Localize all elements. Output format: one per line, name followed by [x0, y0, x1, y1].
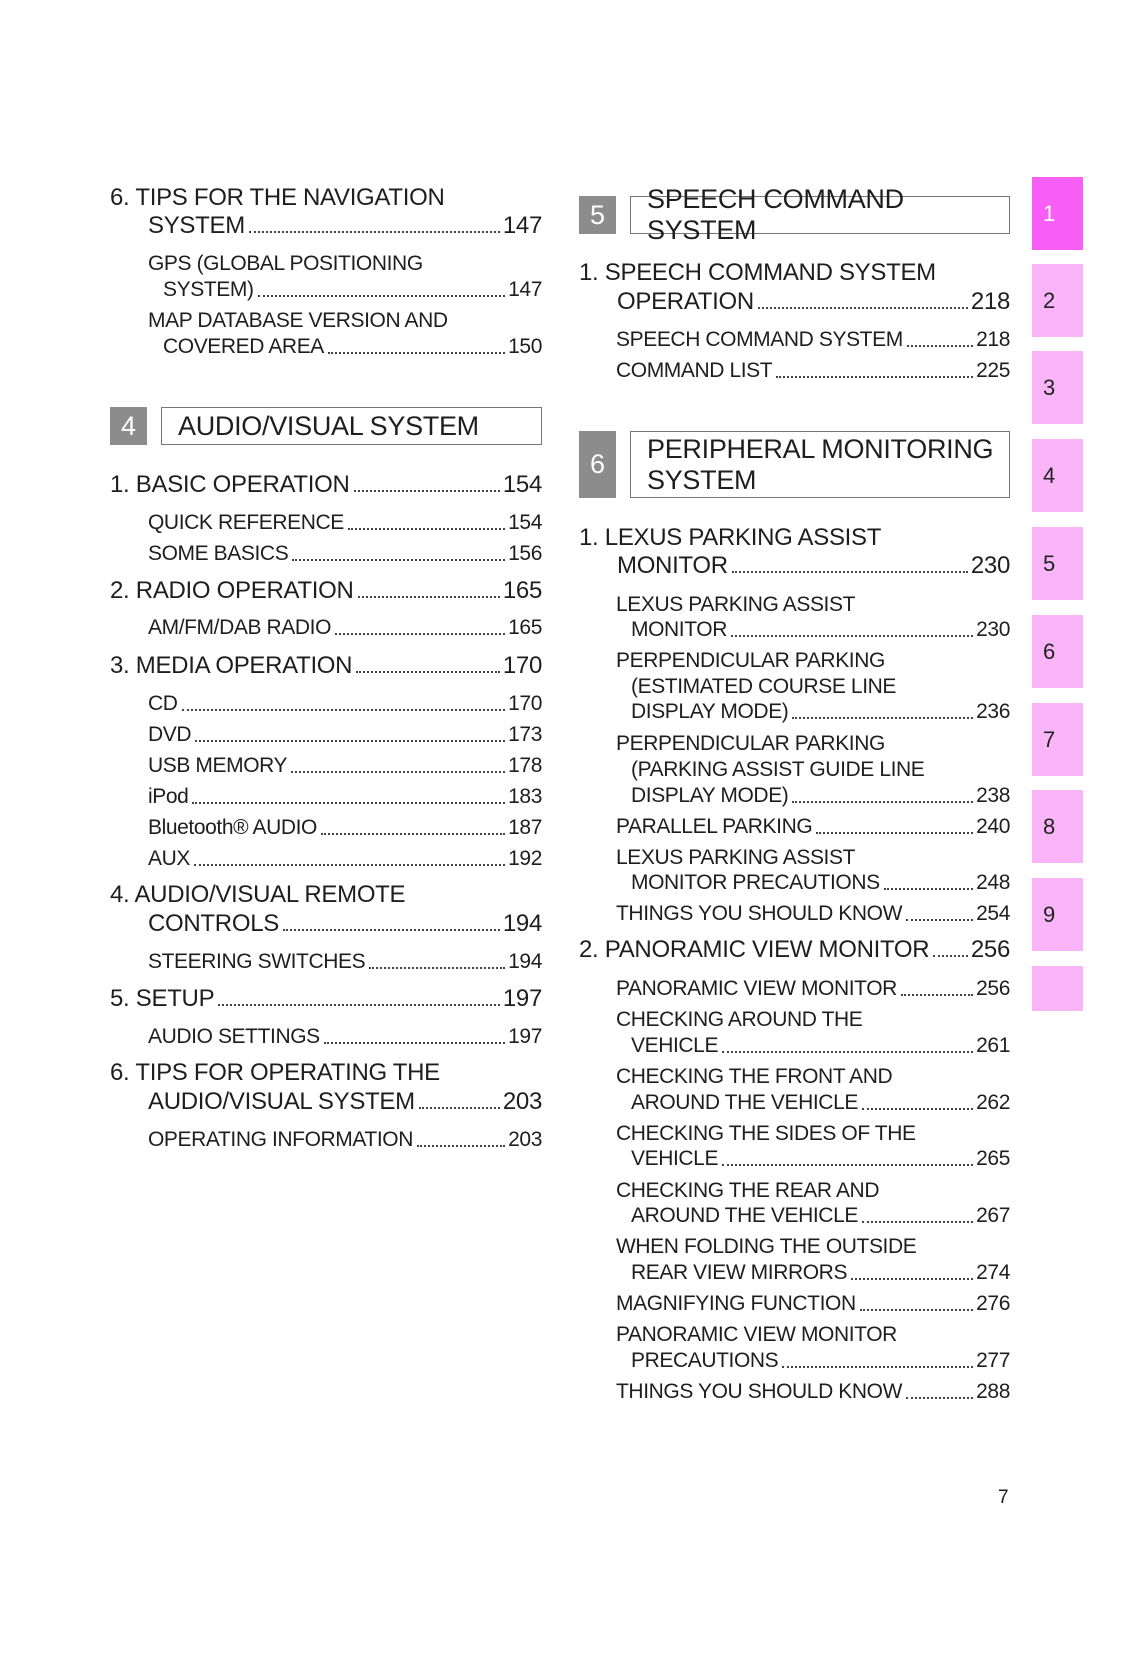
chapter-tab[interactable]: [1032, 966, 1083, 1011]
dot-leader: [722, 1051, 973, 1053]
entry-title: MONITOR: [631, 618, 727, 641]
entry-title: AUX: [148, 847, 190, 870]
dot-leader: [195, 740, 505, 742]
dot-leader: [356, 671, 500, 673]
page-reference[interactable]: 218: [970, 288, 1010, 315]
entry-title: DISPLAY MODE): [631, 700, 789, 723]
dot-leader: [792, 717, 973, 719]
chapter-tab[interactable]: 6: [1032, 615, 1083, 688]
page-reference[interactable]: 274: [976, 1261, 1010, 1284]
entry-title: Bluetooth® AUDIO: [148, 816, 317, 839]
chapter-tab[interactable]: 5: [1032, 527, 1083, 600]
entry-title: MAGNIFYING FUNCTION: [616, 1292, 856, 1315]
page-number: 7: [998, 1487, 1009, 1508]
page-reference[interactable]: 197: [508, 1025, 542, 1048]
entry-title: CHECKING THE FRONT AND: [616, 1065, 893, 1088]
page-reference[interactable]: 178: [508, 754, 542, 777]
dot-leader: [328, 352, 505, 354]
page-reference[interactable]: 165: [508, 616, 542, 639]
entry-title: CONTROLS: [148, 910, 279, 937]
entry-title: 1. BASIC OPERATION: [110, 471, 350, 498]
entry-title: REAR VIEW MIRRORS: [631, 1261, 848, 1284]
page-reference[interactable]: 256: [976, 977, 1010, 1000]
page-reference[interactable]: 265: [976, 1147, 1010, 1170]
entry-title: PARALLEL PARKING: [616, 815, 813, 838]
dot-leader: [292, 559, 505, 561]
dot-leader: [258, 295, 506, 297]
entry-title: CHECKING THE REAR AND: [616, 1179, 880, 1202]
entry-title: SYSTEM: [148, 212, 245, 239]
entry-title: 2. PANORAMIC VIEW MONITOR: [579, 936, 930, 963]
page-reference[interactable]: 277: [976, 1349, 1010, 1372]
entry-title: VEHICLE: [631, 1147, 719, 1170]
dot-leader: [782, 1366, 973, 1368]
page-reference[interactable]: 276: [976, 1292, 1010, 1315]
page-reference[interactable]: 147: [502, 212, 542, 239]
page-reference[interactable]: 197: [502, 985, 542, 1012]
chapter-tab[interactable]: 1: [1032, 177, 1083, 250]
section-header: [579, 431, 1010, 498]
dot-leader: [182, 709, 506, 711]
dot-leader: [321, 833, 505, 835]
entry-title: AROUND THE VEHICLE: [631, 1091, 858, 1114]
entry-title: AROUND THE VEHICLE: [631, 1204, 858, 1227]
entry-title: GPS (GLOBAL POSITIONING: [148, 252, 423, 275]
entry-title: AUDIO/VISUAL SYSTEM: [148, 1088, 415, 1115]
dot-leader: [419, 1107, 500, 1109]
dot-leader: [860, 1309, 973, 1311]
dot-leader: [369, 967, 505, 969]
entry-title: CD: [148, 692, 178, 715]
chapter-tab[interactable]: 3: [1032, 351, 1083, 424]
dot-leader: [906, 919, 973, 921]
page-reference[interactable]: 203: [508, 1128, 542, 1151]
dot-leader: [731, 635, 973, 637]
entry-title: 6. TIPS FOR OPERATING THE: [110, 1059, 440, 1086]
entry-title: MONITOR PRECAUTIONS: [631, 871, 880, 894]
dot-leader: [907, 345, 973, 347]
page-reference[interactable]: 194: [502, 910, 542, 937]
page-reference[interactable]: 192: [508, 847, 542, 870]
page-reference[interactable]: 170: [502, 652, 542, 679]
entry-title: 3. MEDIA OPERATION: [110, 652, 353, 679]
entry-title: OPERATION: [617, 288, 754, 315]
dot-leader: [906, 1397, 973, 1399]
entry-title: 4. AUDIO/VISUAL REMOTE: [110, 881, 406, 908]
entry-title: OPERATING INFORMATION: [148, 1128, 413, 1151]
entry-title: PERPENDICULAR PARKING: [616, 649, 885, 672]
entry-title: (ESTIMATED COURSE LINE: [631, 675, 897, 698]
page-reference[interactable]: 236: [976, 700, 1010, 723]
dot-leader: [324, 1042, 505, 1044]
entry-title: AM/FM/DAB RADIO: [148, 616, 332, 639]
entry-title: iPod: [148, 785, 189, 808]
dot-leader: [283, 929, 500, 931]
entry-title: CHECKING AROUND THE: [616, 1008, 863, 1031]
section-title-line: PERIPHERAL MONITORING: [647, 433, 994, 464]
page-reference[interactable]: 261: [976, 1034, 1010, 1057]
section-title: [161, 407, 542, 445]
page-reference[interactable]: 230: [976, 618, 1010, 641]
entry-title: DISPLAY MODE): [631, 784, 789, 807]
section-number: 5: [579, 196, 616, 234]
page-reference[interactable]: 254: [976, 902, 1010, 925]
entry-title: SOME BASICS: [148, 542, 289, 565]
section-title-line: AUDIO/VISUAL SYSTEM: [178, 410, 479, 441]
dot-leader: [348, 528, 505, 530]
page-reference[interactable]: 194: [508, 950, 542, 973]
section-title: [630, 431, 1010, 498]
chapter-tab[interactable]: 9: [1032, 878, 1083, 951]
entry-title: VEHICLE: [631, 1034, 719, 1057]
page-reference[interactable]: 154: [502, 471, 542, 498]
dot-leader: [218, 1004, 500, 1006]
entry-title: CHECKING THE SIDES OF THE: [616, 1122, 916, 1145]
dot-leader: [249, 231, 500, 233]
page-reference[interactable]: 240: [976, 815, 1010, 838]
dot-leader: [776, 376, 973, 378]
entry-title: PERPENDICULAR PARKING: [616, 732, 885, 755]
page-reference[interactable]: 230: [970, 552, 1010, 579]
entry-title: AUDIO SETTINGS: [148, 1025, 320, 1048]
entry-title: 5. SETUP: [110, 985, 215, 1012]
entry-title: THINGS YOU SHOULD KNOW: [616, 902, 903, 925]
page-reference[interactable]: 238: [976, 784, 1010, 807]
dot-leader: [862, 1221, 973, 1223]
entry-title: (PARKING ASSIST GUIDE LINE: [631, 758, 925, 781]
page-reference[interactable]: 248: [976, 871, 1010, 894]
entry-title: COVERED AREA: [163, 335, 324, 358]
dot-leader: [792, 801, 973, 803]
entry-title: 6. TIPS FOR THE NAVIGATION: [110, 184, 445, 211]
chapter-tab[interactable]: 8: [1032, 790, 1083, 863]
entry-title: MAP DATABASE VERSION AND: [148, 309, 448, 332]
dot-leader: [732, 571, 968, 573]
page-reference[interactable]: 187: [508, 816, 542, 839]
entry-title: MONITOR: [617, 552, 728, 579]
entry-title: 1. LEXUS PARKING ASSIST: [579, 524, 882, 551]
dot-leader: [933, 955, 968, 957]
dot-leader: [291, 771, 505, 773]
entry-title: PANORAMIC VIEW MONITOR: [616, 1323, 897, 1346]
section-title: [630, 184, 1010, 245]
dot-leader: [358, 596, 500, 598]
dot-leader: [354, 490, 500, 492]
section-title-line: SPEECH COMMAND SYSTEM: [647, 184, 904, 245]
section-number: 4: [110, 407, 147, 445]
page-reference[interactable]: 256: [970, 936, 1010, 963]
page-reference[interactable]: 288: [976, 1380, 1010, 1403]
entry-title: THINGS YOU SHOULD KNOW: [616, 1380, 903, 1403]
page-reference[interactable]: 154: [508, 511, 542, 534]
entry-title: STEERING SWITCHES: [148, 950, 366, 973]
entry-title: QUICK REFERENCE: [148, 511, 344, 534]
chapter-tab[interactable]: 7: [1032, 703, 1083, 776]
page-reference[interactable]: 218: [976, 328, 1010, 351]
page-reference[interactable]: 150: [508, 335, 542, 358]
entry-title: COMMAND LIST: [616, 359, 773, 382]
dot-leader: [417, 1145, 505, 1147]
dot-leader: [194, 864, 505, 866]
page-reference[interactable]: 203: [502, 1088, 542, 1115]
page-reference[interactable]: 156: [508, 542, 542, 565]
section-header: [110, 407, 542, 445]
entry-title: SYSTEM): [163, 278, 254, 301]
dot-leader: [816, 832, 973, 834]
chapter-tab[interactable]: 4: [1032, 439, 1083, 512]
chapter-tab[interactable]: 2: [1032, 264, 1083, 337]
entry-title: PRECAUTIONS: [631, 1349, 779, 1372]
section-number: 6: [579, 431, 616, 498]
entry-title: DVD: [148, 723, 192, 746]
entry-title: LEXUS PARKING ASSIST: [616, 846, 856, 869]
dot-leader: [862, 1108, 973, 1110]
dot-leader: [335, 633, 505, 635]
dot-leader: [884, 888, 973, 890]
entry-title: LEXUS PARKING ASSIST: [616, 593, 856, 616]
page-reference[interactable]: 147: [508, 278, 542, 301]
entry-title: 1. SPEECH COMMAND SYSTEM: [579, 259, 936, 286]
dot-leader: [722, 1164, 973, 1166]
dot-leader: [192, 802, 505, 804]
entry-title: WHEN FOLDING THE OUTSIDE: [616, 1235, 917, 1258]
page-reference[interactable]: 225: [976, 359, 1010, 382]
page-reference[interactable]: 173: [508, 723, 542, 746]
page-reference[interactable]: 262: [976, 1091, 1010, 1114]
dot-leader: [901, 994, 973, 996]
entry-title: PANORAMIC VIEW MONITOR: [616, 977, 897, 1000]
entry-title: 2. RADIO OPERATION: [110, 577, 354, 604]
page-reference[interactable]: 170: [508, 692, 542, 715]
entry-title: USB MEMORY: [148, 754, 288, 777]
dot-leader: [758, 307, 968, 309]
section-title-line: SYSTEM: [647, 464, 757, 495]
page-reference[interactable]: 183: [508, 785, 542, 808]
entry-title: SPEECH COMMAND SYSTEM: [616, 328, 903, 351]
page-reference[interactable]: 267: [976, 1204, 1010, 1227]
page-reference[interactable]: 165: [502, 577, 542, 604]
section-header: [579, 184, 1010, 245]
dot-leader: [851, 1278, 973, 1280]
